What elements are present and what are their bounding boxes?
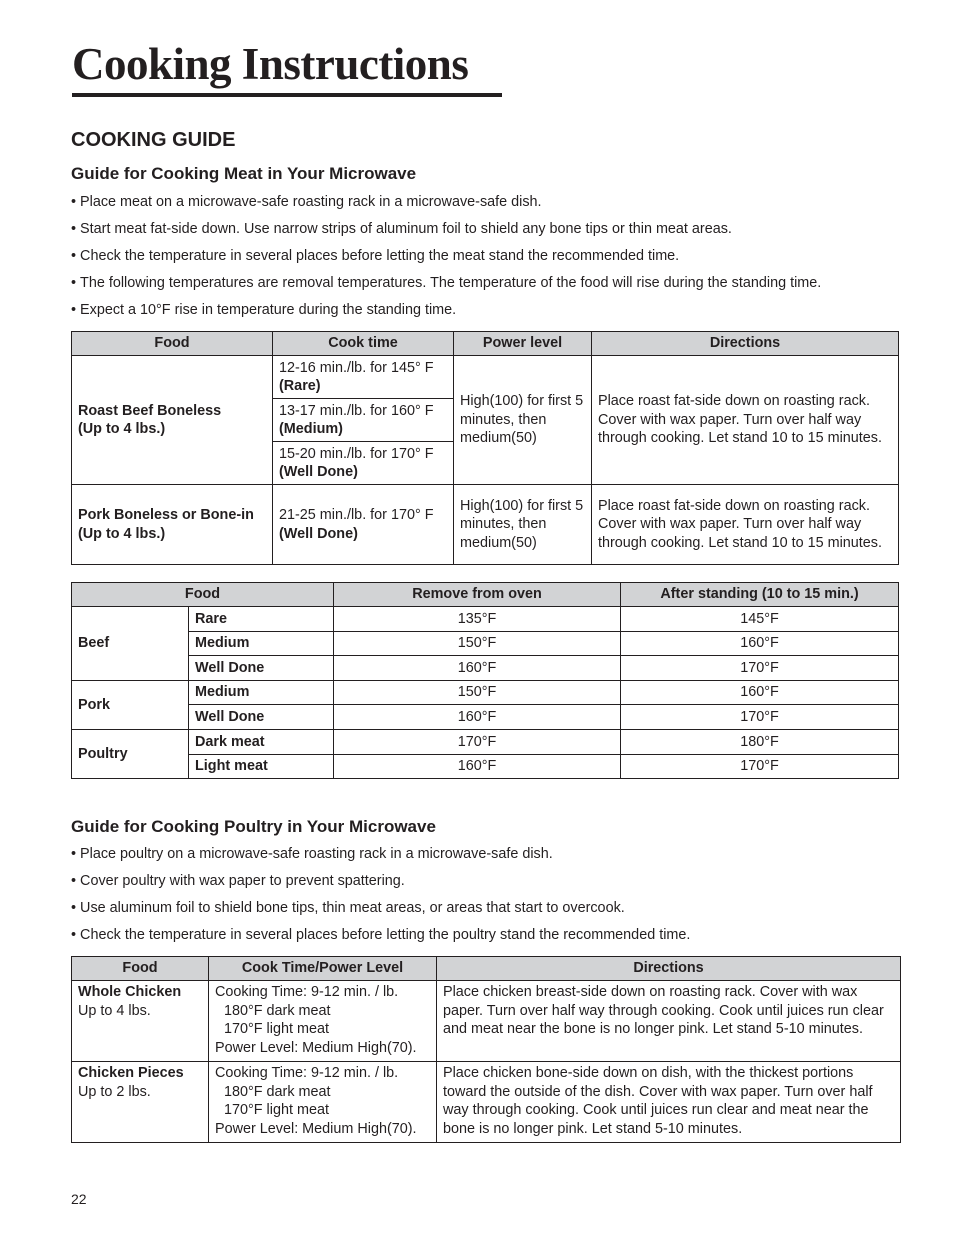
remove-temp-cell: 160°F bbox=[334, 656, 621, 681]
page-title: Cooking Instructions bbox=[72, 39, 469, 89]
remove-temp-cell: 160°F bbox=[334, 705, 621, 730]
section-heading: COOKING GUIDE bbox=[71, 129, 236, 151]
cook-time-cell: Cooking Time: 9-12 min. / lb. 180°F dark meat 170°F light meat Power Level: Medium High(70). bbox=[209, 1062, 437, 1143]
meat-guide-heading: Guide for Cooking Meat in Your Microwave bbox=[71, 164, 417, 183]
doneness-cell: Medium bbox=[189, 680, 334, 705]
meat-bullet-list bbox=[71, 193, 821, 328]
remove-temp-cell: 135°F bbox=[334, 607, 621, 632]
after-standing-cell: 145°F bbox=[621, 607, 899, 632]
doneness-cell: Rare bbox=[189, 607, 334, 632]
power-level-cell: High(100) for first 5 minutes, then medium(50) bbox=[454, 485, 592, 565]
poultry-bullet-list bbox=[71, 845, 690, 953]
cook-time-cell: 12-16 min./lb. for 145° F (Rare) bbox=[273, 356, 454, 399]
directions-cell: Place chicken bone-side down on dish, with the thickest portions toward the outside of the dish. Cover with wax paper. Turn over half way through cooking. Cook until juices run clear and meat near the bone is no longer pink. Let stand 5-10 minutes. bbox=[437, 1062, 901, 1143]
food-cell: Roast Beef Boneless (Up to 4 lbs.) bbox=[72, 356, 273, 485]
table-header-row bbox=[72, 583, 899, 607]
food-cell: Pork Boneless or Bone-in (Up to 4 lbs.) bbox=[72, 485, 273, 565]
power-level-cell: High(100) for first 5 minutes, then medium(50) bbox=[454, 356, 592, 485]
column-header: Food bbox=[72, 332, 273, 356]
table-row bbox=[72, 631, 899, 656]
poultry-cook-table bbox=[71, 956, 901, 1143]
column-header: Cook Time/Power Level bbox=[209, 957, 437, 981]
column-header: Food bbox=[72, 583, 334, 607]
table-row bbox=[72, 1062, 901, 1143]
remove-temp-cell: 150°F bbox=[334, 631, 621, 656]
food-group-cell: Poultry bbox=[72, 729, 189, 778]
meat-cook-table bbox=[71, 331, 899, 565]
after-standing-cell: 170°F bbox=[621, 656, 899, 681]
poultry-guide-heading: Guide for Cooking Poultry in Your Microwave bbox=[71, 817, 436, 836]
column-header: After standing (10 to 15 min.) bbox=[621, 583, 899, 607]
directions-cell: Place chicken breast-side down on roasting rack. Cover with wax paper. Turn over half way through cooking. Cook until juices run clear and meat near the bone is no longer pink. Let stand 5-10 minutes. bbox=[437, 981, 901, 1062]
table-row bbox=[72, 607, 899, 632]
after-standing-cell: 160°F bbox=[621, 631, 899, 656]
doneness-cell: Dark meat bbox=[189, 729, 334, 754]
table-row bbox=[72, 754, 899, 779]
table-row bbox=[72, 356, 899, 399]
doneness-cell: Light meat bbox=[189, 754, 334, 779]
page-number: 22 bbox=[71, 1191, 87, 1207]
after-standing-cell: 180°F bbox=[621, 729, 899, 754]
column-header: Directions bbox=[592, 332, 899, 356]
list-item: • Cover poultry with wax paper to prevent spattering. bbox=[71, 872, 690, 899]
column-header: Directions bbox=[437, 957, 901, 981]
cook-time-cell: 13-17 min./lb. for 160° F (Medium) bbox=[273, 399, 454, 442]
table-row bbox=[72, 705, 899, 730]
temperature-table bbox=[71, 582, 899, 779]
after-standing-cell: 170°F bbox=[621, 705, 899, 730]
list-item: • Place meat on a microwave-safe roasting rack in a microwave-safe dish. bbox=[71, 193, 821, 220]
list-item: • Check the temperature in several places before letting the poultry stand the recommended time. bbox=[71, 926, 690, 953]
food-group-cell: Beef bbox=[72, 607, 189, 681]
doneness-cell: Medium bbox=[189, 631, 334, 656]
list-item: • The following temperatures are removal temperatures. The temperature of the food will rise during the standing time. bbox=[71, 274, 821, 301]
list-item: • Use aluminum foil to shield bone tips, thin meat areas, or areas that start to overcook. bbox=[71, 899, 690, 926]
table-row bbox=[72, 680, 899, 705]
list-item: • Expect a 10°F rise in temperature during the standing time. bbox=[71, 301, 821, 328]
after-standing-cell: 160°F bbox=[621, 680, 899, 705]
table-header-row bbox=[72, 332, 899, 356]
remove-temp-cell: 160°F bbox=[334, 754, 621, 779]
table-row bbox=[72, 729, 899, 754]
cook-time-cell: 21-25 min./lb. for 170° F (Well Done) bbox=[273, 485, 454, 565]
directions-cell: Place roast fat-side down on roasting rack. Cover with wax paper. Turn over half way through cooking. Let stand 10 to 15 minutes. bbox=[592, 356, 899, 485]
food-cell: Whole Chicken Up to 4 lbs. bbox=[72, 981, 209, 1062]
list-item: • Check the temperature in several places before letting the meat stand the recommended time. bbox=[71, 247, 821, 274]
directions-cell: Place roast fat-side down on roasting rack. Cover with wax paper. Turn over half way through cooking. Let stand 10 to 15 minutes. bbox=[592, 485, 899, 565]
table-row bbox=[72, 485, 899, 565]
column-header: Cook time bbox=[273, 332, 454, 356]
food-cell: Chicken Pieces Up to 2 lbs. bbox=[72, 1062, 209, 1143]
table-row bbox=[72, 656, 899, 681]
doneness-cell: Well Done bbox=[189, 705, 334, 730]
doneness-cell: Well Done bbox=[189, 656, 334, 681]
column-header: Power level bbox=[454, 332, 592, 356]
after-standing-cell: 170°F bbox=[621, 754, 899, 779]
table-header-row bbox=[72, 957, 901, 981]
list-item: • Start meat fat-side down. Use narrow strips of aluminum foil to shield any bone tips or thin meat areas. bbox=[71, 220, 821, 247]
remove-temp-cell: 170°F bbox=[334, 729, 621, 754]
remove-temp-cell: 150°F bbox=[334, 680, 621, 705]
column-header: Food bbox=[72, 957, 209, 981]
title-rule bbox=[72, 93, 502, 97]
food-group-cell: Pork bbox=[72, 680, 189, 729]
column-header: Remove from oven bbox=[334, 583, 621, 607]
cook-time-cell: Cooking Time: 9-12 min. / lb. 180°F dark meat 170°F light meat Power Level: Medium High(70). bbox=[209, 981, 437, 1062]
cook-time-cell: 15-20 min./lb. for 170° F (Well Done) bbox=[273, 442, 454, 485]
table-row bbox=[72, 981, 901, 1062]
list-item: • Place poultry on a microwave-safe roasting rack in a microwave-safe dish. bbox=[71, 845, 690, 872]
